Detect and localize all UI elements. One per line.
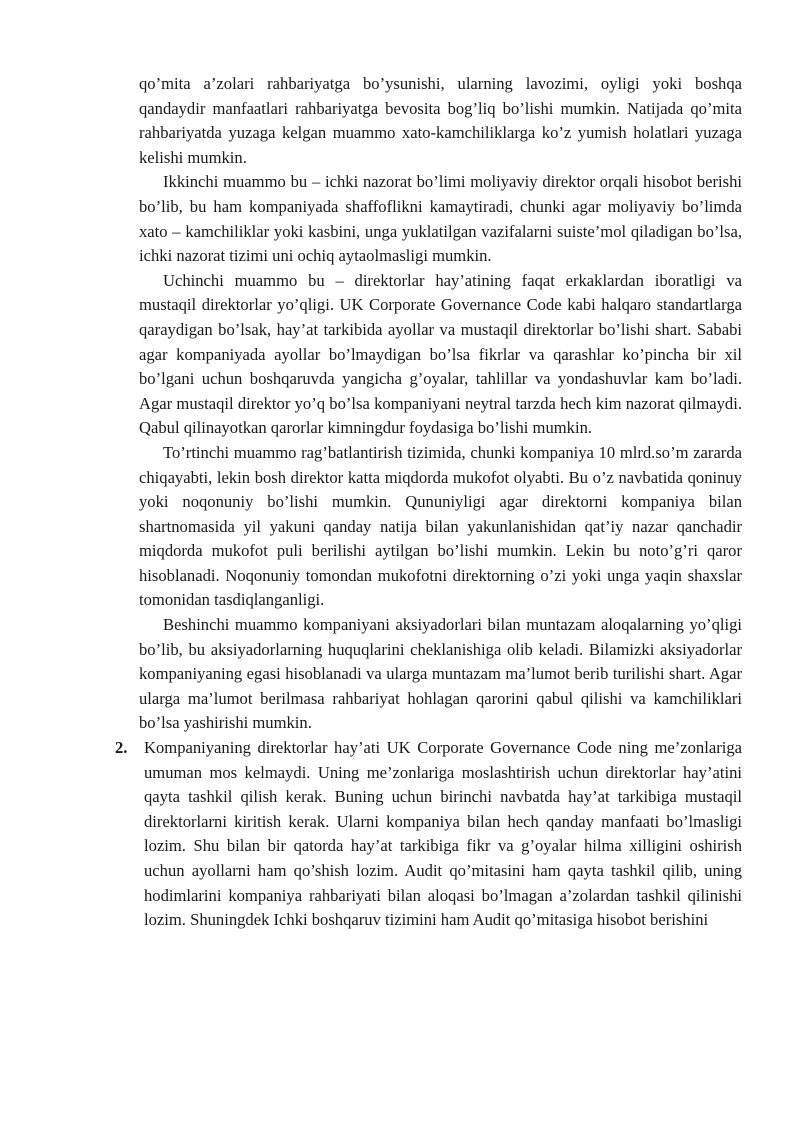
document-page — [115, 72, 742, 933]
paragraph-fourth-problem: To’rtinchi muammo rag’batlantirish tizimida, chunki kompaniya 10 mlrd.so’m zararda chiqayabti, lekin bosh direktor katta miqdorda mukofot olyabti. Bu o’z navbatida qoninuy yoki noqonuniy bo’lishi mumkin. Qununiyligi agar direktorni kompaniya bilan shartnomasida yil yakuni qanday natija bilan yakunlanishidan qat’iy nazar qanchadir miqdorda mukofot puli berilishi aytilgan bo’lishi mumkin. Lekin bu noto’g’ri qaror hisoblanadi. Noqonuniy tomondan mukofotni direktorning o’zi yoki unga yaqin shaxslar tomonidan tasdiqlanganligi. — [139, 442, 742, 610]
numbered-item-text: Kompaniyaning direktorlar hay’ati UK Corporate Governance Code ning me’zonlariga umuman mos kelmaydi. Uning me’zonlariga moslashtirish uchun direktorlar hay’atini qayta tashkil qilish kerak. Buning uchun birinchi navbatda hay’at tarkibiga mustaqil direktorlarni kiritish kerak. Ularni kompaniya bilan hech qanday manfaati bo’lmasligi lozim. Shu bilan bir qatorda hay’at tarkibiga fikr va g’oyalar hilma xilligini oshirish uchun ayollarni ham qo’shish lozim. Audit qo’mitasini ham qayta tashkil qilib, uning hodimlarini kompaniya rahbariyati bilan aloqasi bo’lmagan a’zolardan tashkil qilinishi lozim. Shuningdek Ichki boshqaruv tizimini ham Audit qo’mitasiga hisobot berishini — [144, 738, 742, 930]
list-number: 2. — [115, 738, 128, 758]
paragraph-second-problem: Ikkinchi muammo bu – ichki nazorat bo’limi moliyaviy direktor orqali hisobot berishi bo’lib, bu ham kompaniyada shaffoflikni kamaytiradi, chunki agar moliyaviy bo’limda xato – kamchiliklar yoki kasbini, unga yuklatilgan vazifalarni suiste’mol qiladigan bo’lsa, ichki nazorat tizimi uni ochiq aytaolmasligi mumkin. — [139, 172, 742, 266]
paragraph-third-problem: Uchinchi muammo bu – direktorlar hay’atining faqat erkaklardan iboratligi va mustaqil direktorlar yo’qligi. UK Corporate Governance Code kabi halqaro standartlarga qaraydigan bo’lsak, hay’at tarkibida ayollar va mustaqil direktorlar bo’lishi shart. Sababi agar kompaniyada ayollar bo’lmaydigan bo’lsa fikrlar va qarashlar ko’pincha bir xil bo’lgani uchun boshqaruvda yangicha g’oyalar, tahlillar va yondashuvlar kam bo’ladi. Agar mustaqil direktor yo’q bo’lsa kompaniyani neytral tarzda hech kim nazorat qilmaydi. Qabul qilinayotkan qarorlar kimningdur foydasiga bo’lishi mumkin. — [139, 270, 742, 438]
paragraph-continuation: qo’mita a’zolari rahbariyatga bo’ysunishi, ularning lavozimi, oyligi yoki boshqa qandaydir manfaatlari rahbariyatga bevosita bog’liq bo’lishi mumkin. Natijada qo’mita rahbariyatda yuzaga kelgan muammo xato-kamchiliklarga ko’z yumish holatlari yuzaga kelishi mumkin. — [139, 74, 742, 167]
numbered-list-item — [115, 736, 742, 933]
paragraph-fifth-problem: Beshinchi muammo kompaniyani aksiyadorlari bilan muntazam aloqalarning yo’qligi bo’lib, bu aksiyadorlarning huquqlarini cheklanishiga olib keladi. Bilamizki aksiyadorlar kompaniyaning egasi hisoblanadi va ularga muntazam ma’lumot berib turilishi shart. Agar ularga ma’lumot berilmasa rahbariyat hohlagan qarorini qabul qilishi va kamchiliklari bo’lsa yashirishi mumkin. — [139, 615, 742, 733]
